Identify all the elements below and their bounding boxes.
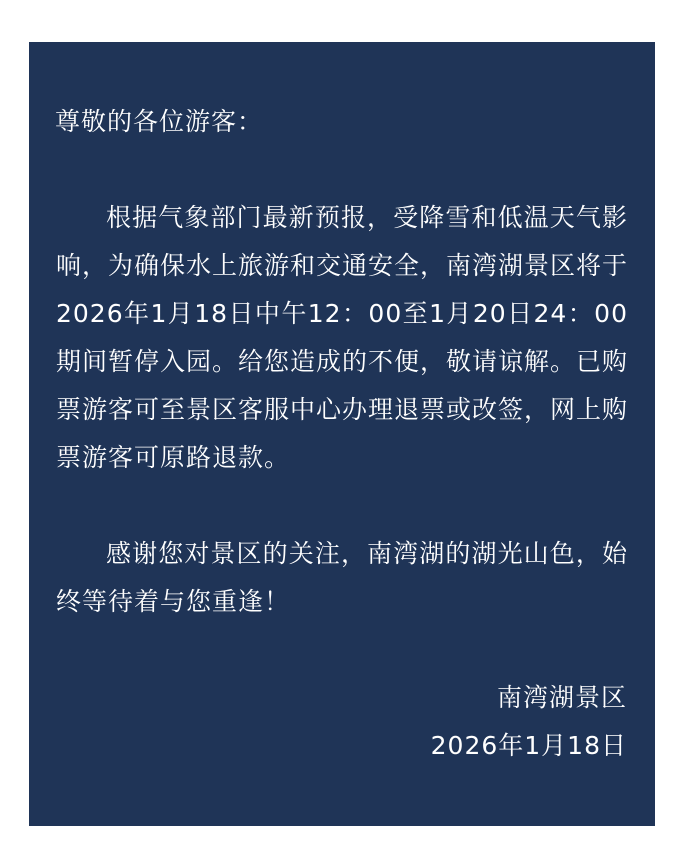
notice-greeting: 尊敬的各位游客： bbox=[55, 107, 264, 136]
notice-card bbox=[29, 42, 655, 826]
notice-date: 2026年1月18日 bbox=[430, 731, 627, 760]
notice-signer: 南湾湖景区 bbox=[496, 683, 627, 712]
notice-paragraph: 根据气象部门最新预报，受降雪和低温天气影响，为确保水上旅游和交通安全，南湾湖景区将于2026年1月18日中午12：00至1月20日24：00期间暂停入园。给您造成的不便，敬请谅解。已购票游客可至景区客服中心办理退票或改签，网上购票游客可原路退款。 bbox=[56, 203, 629, 472]
notice-paragraph: 感谢您对景区的关注，南湾湖的湖光山色，始终等待着与您重逢！ bbox=[56, 539, 628, 616]
